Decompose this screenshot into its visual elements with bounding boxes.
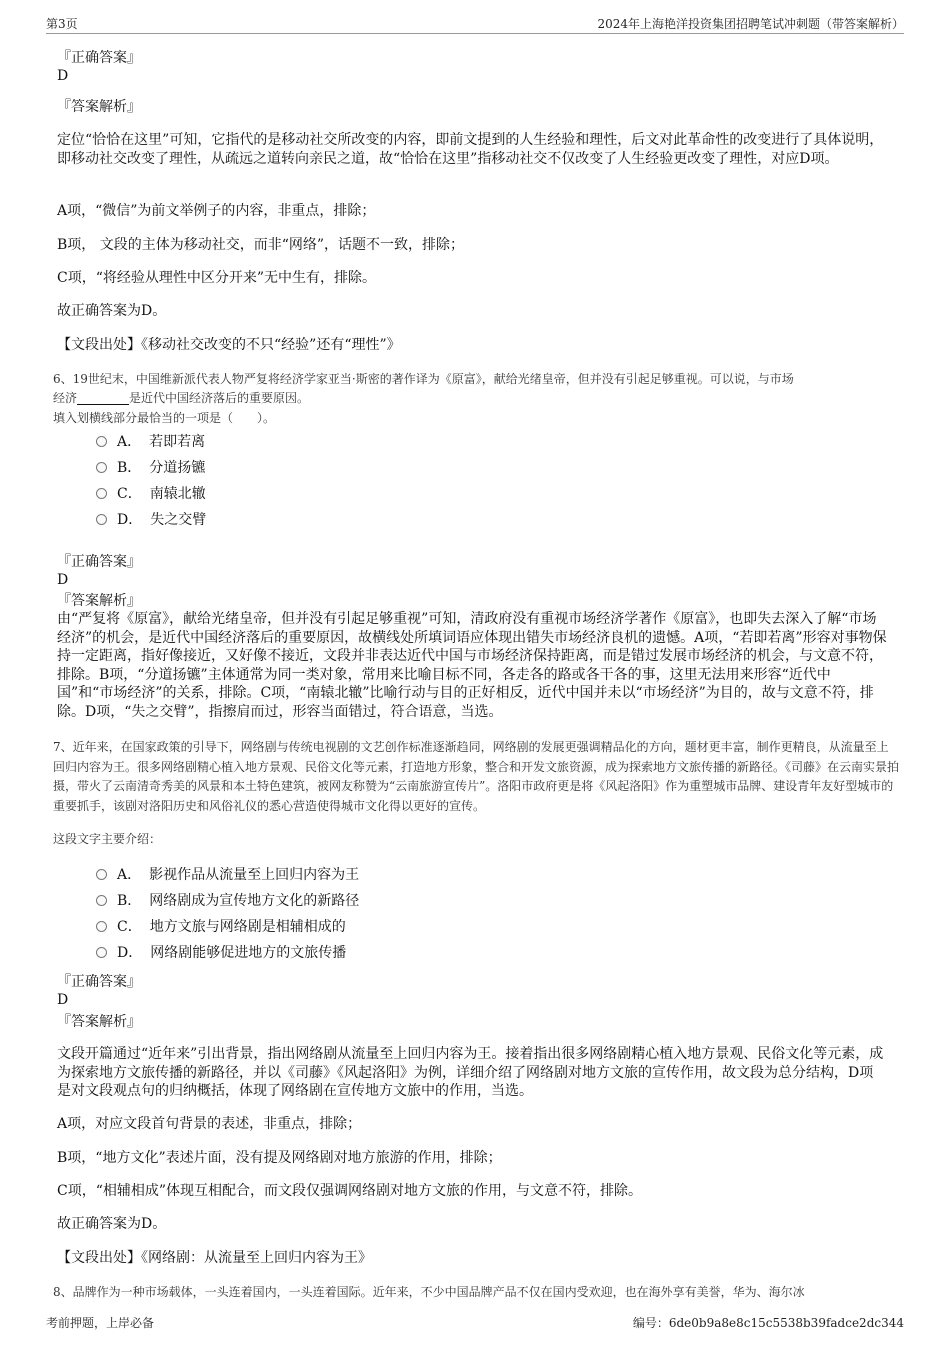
q7-answer: D [57, 992, 69, 1008]
footer-slogan: 考前押题，上岸必备 [46, 1316, 155, 1330]
option-text: 网络剧成为宣传地方文化的新路径 [149, 893, 360, 909]
option-text: 若即若离 [149, 434, 206, 450]
option-letter: B． [117, 460, 142, 476]
q7-option-b[interactable] [96, 892, 359, 910]
radio-icon[interactable] [96, 947, 107, 958]
q7-analysis-label: 『答案解析』 [57, 1014, 141, 1030]
option-letter: C． [117, 486, 142, 502]
q6-analysis-label: 『答案解析』 [57, 593, 141, 609]
q5-option-b-note: B项， 文段的主体为移动社交，而非“网络”，话题不一致，排除； [57, 237, 465, 253]
radio-icon[interactable] [96, 869, 107, 880]
q6-stem-pre: 经济 [53, 391, 78, 405]
radio-icon[interactable] [96, 462, 107, 473]
q7-conclusion: 故正确答案为D。 [57, 1216, 167, 1232]
option-text: 影视作品从流量至上回归内容为王 [149, 867, 360, 883]
document-title: 2024年上海艳洋投资集团招聘笔试冲刺题（带答案解析） [597, 17, 904, 31]
option-letter: C． [117, 919, 142, 935]
q6-option-b[interactable] [96, 459, 205, 477]
q5-answer: D [57, 68, 69, 84]
q6-answer-label: 『正确答案』 [57, 554, 141, 570]
header-divider [46, 33, 904, 34]
q5-option-c-note: C项，“将经验从理性中区分开来”无中生有，排除。 [57, 270, 377, 286]
radio-icon[interactable] [96, 514, 107, 525]
q7-option-c-note: C项，“相辅相成”体现互相配合，而文段仅强调网络剧对地方文旅的作用，与文意不符，排除。 [57, 1183, 643, 1199]
q5-analysis-label: 『答案解析』 [57, 99, 141, 115]
q8-stem-line1: 8、品牌作为一种市场载体，一头连着国内，一头连着国际。近年来，不少中国品牌产品不仅在国内受欢迎，也在海外享有美誉，华为、海尔冰 [53, 1285, 805, 1299]
option-letter: D． [117, 945, 143, 961]
radio-icon[interactable] [96, 436, 107, 447]
radio-icon[interactable] [96, 895, 107, 906]
q7-source: 【文段出处】《网络剧：从流量至上回归内容为王》 [57, 1250, 372, 1266]
q7-stem: 7、近年来，在国家政策的引导下，网络剧与传统电视剧的文艺创作标准逐渐趋同，网络剧的发展更强调精品化的方向，题材更丰富，制作更精良，从流量至上回归内容为王。很多网络剧精心植入地方景观、民俗文化等元素，打造地方形象，整合和开发文旅资源，成为探索地方文旅传播的新路径。《司藤》在云南实景拍摄，带火了云南清奇秀美的风景和本土特色建筑，被网友称赞为“云南旅游宣传片”。洛阳市政府更是将《风起洛阳》作为重塑城市品牌、建设青年友好型城市的重要抓手，该剧对洛阳历史和风俗礼仪的悉心营造使得城市文化得以更好的宣传。 [53, 740, 900, 813]
option-text: 地方文旅与网络剧是相辅相成的 [149, 919, 346, 935]
q7-option-c[interactable] [96, 918, 346, 936]
q7-analysis: 文段开篇通过“近年来”引出背景，指出网络剧从流量至上回归内容为王。接着指出很多网络剧精心植入地方景观、民俗文化等元素，成为探索地方文旅传播的新路径，并以《司藤》《风起洛阳》为例，详细介绍了网络剧对地方文旅的宣传作用，故文段为总分结构，D项是对文段观点句的归纳概括，体现了网络剧在宣传地方文旅中的作用，当选。 [57, 1046, 884, 1099]
q5-analysis: 定位“恰恰在这里”可知，它指代的是移动社交所改变的内容，即前文提到的人生经验和理性，后文对此革命性的改变进行了具体说明，即移动社交改变了理性，从疏远之道转向亲民之道，故“恰恰在这里”指移动社交不仅改变了人生经验更改变了理性，对应D项。 [57, 132, 884, 167]
option-text: 南辕北辙 [149, 486, 206, 502]
q6-stem-line1: 6、19世纪末，中国维新派代表人物严复将经济学家亚当·斯密的著作译为《原富》，献给光绪皇帝，但并没有引起足够重视。可以说，与市场 [53, 372, 794, 386]
q6-option-c[interactable] [96, 485, 206, 503]
q5-conclusion: 故正确答案为D。 [57, 303, 167, 319]
radio-icon[interactable] [96, 488, 107, 499]
q7-option-a[interactable] [96, 866, 359, 884]
q6-option-d[interactable] [96, 511, 206, 529]
q5-answer-label: 『正确答案』 [57, 50, 141, 66]
q6-option-a[interactable] [96, 433, 205, 451]
q7-option-a-note: A项，对应文段首句背景的表述，非重点，排除； [57, 1116, 362, 1132]
footer-serial-number: 编号：6de0b9a8e8c15c5538b39fadce2dc344 [632, 1316, 904, 1330]
q7-answer-label: 『正确答案』 [57, 974, 141, 990]
q7-option-b-note: B项，“地方文化”表述片面，没有提及网络剧对地方旅游的作用，排除； [57, 1150, 502, 1166]
q7-option-d[interactable] [96, 944, 346, 962]
radio-icon[interactable] [96, 921, 107, 932]
q6-prompt: 填入划横线部分最恰当的一项是（ ）。 [53, 411, 276, 425]
page-number: 第3页 [46, 17, 78, 31]
option-text: 分道扬镳 [149, 460, 206, 476]
q5-option-a-note: A项，“微信”为前文举例子的内容，非重点，排除； [57, 203, 376, 219]
fill-blank [77, 392, 129, 405]
option-text: 网络剧能够促进地方的文旅传播 [150, 945, 347, 961]
q5-source: 【文段出处】《移动社交改变的不只“经验”还有“理性”》 [57, 337, 401, 353]
q6-analysis: 由“严复将《原富》，献给光绪皇帝，但并没有引起足够重视”可知，清政府没有重视市场经济学著作《原富》，也即失去深入了解“市场经济”的机会，是近代中国经济落后的重要原因，故横线处所填词语应体现出错失市场经济良机的遗憾。A项，“若即若离”形容对事物保持一定距离，指好像接近，又好像不接近，文段并非表达近代中国与市场经济保持距离，而是错过发展市场经济的机会，与文意不符，排除。B项，“分道扬镳”主体通常为同一类对象，常用来比喻目标不同，各走各的路或各干各的事，这里无法用来形容“近代中国”和“市场经济”的关系，排除。C项，“南辕北辙”比喻行动与目的正好相反，近代中国并未以“市场经济”为目的，故与文意不符，排除。D项，“失之交臂”，指擦肩而过，形容当面错过，符合语意，当选。 [57, 611, 887, 720]
option-letter: B． [117, 893, 142, 909]
q6-answer: D [57, 572, 69, 588]
option-text: 失之交臂 [150, 512, 207, 528]
q6-stem-post: 是近代中国经济落后的重要原因。 [129, 391, 310, 405]
option-letter: D． [117, 512, 143, 528]
option-letter: A． [117, 867, 142, 883]
option-letter: A． [117, 434, 142, 450]
q6-stem-line2 [53, 390, 309, 407]
q7-prompt: 这段文字主要介绍： [53, 832, 162, 846]
